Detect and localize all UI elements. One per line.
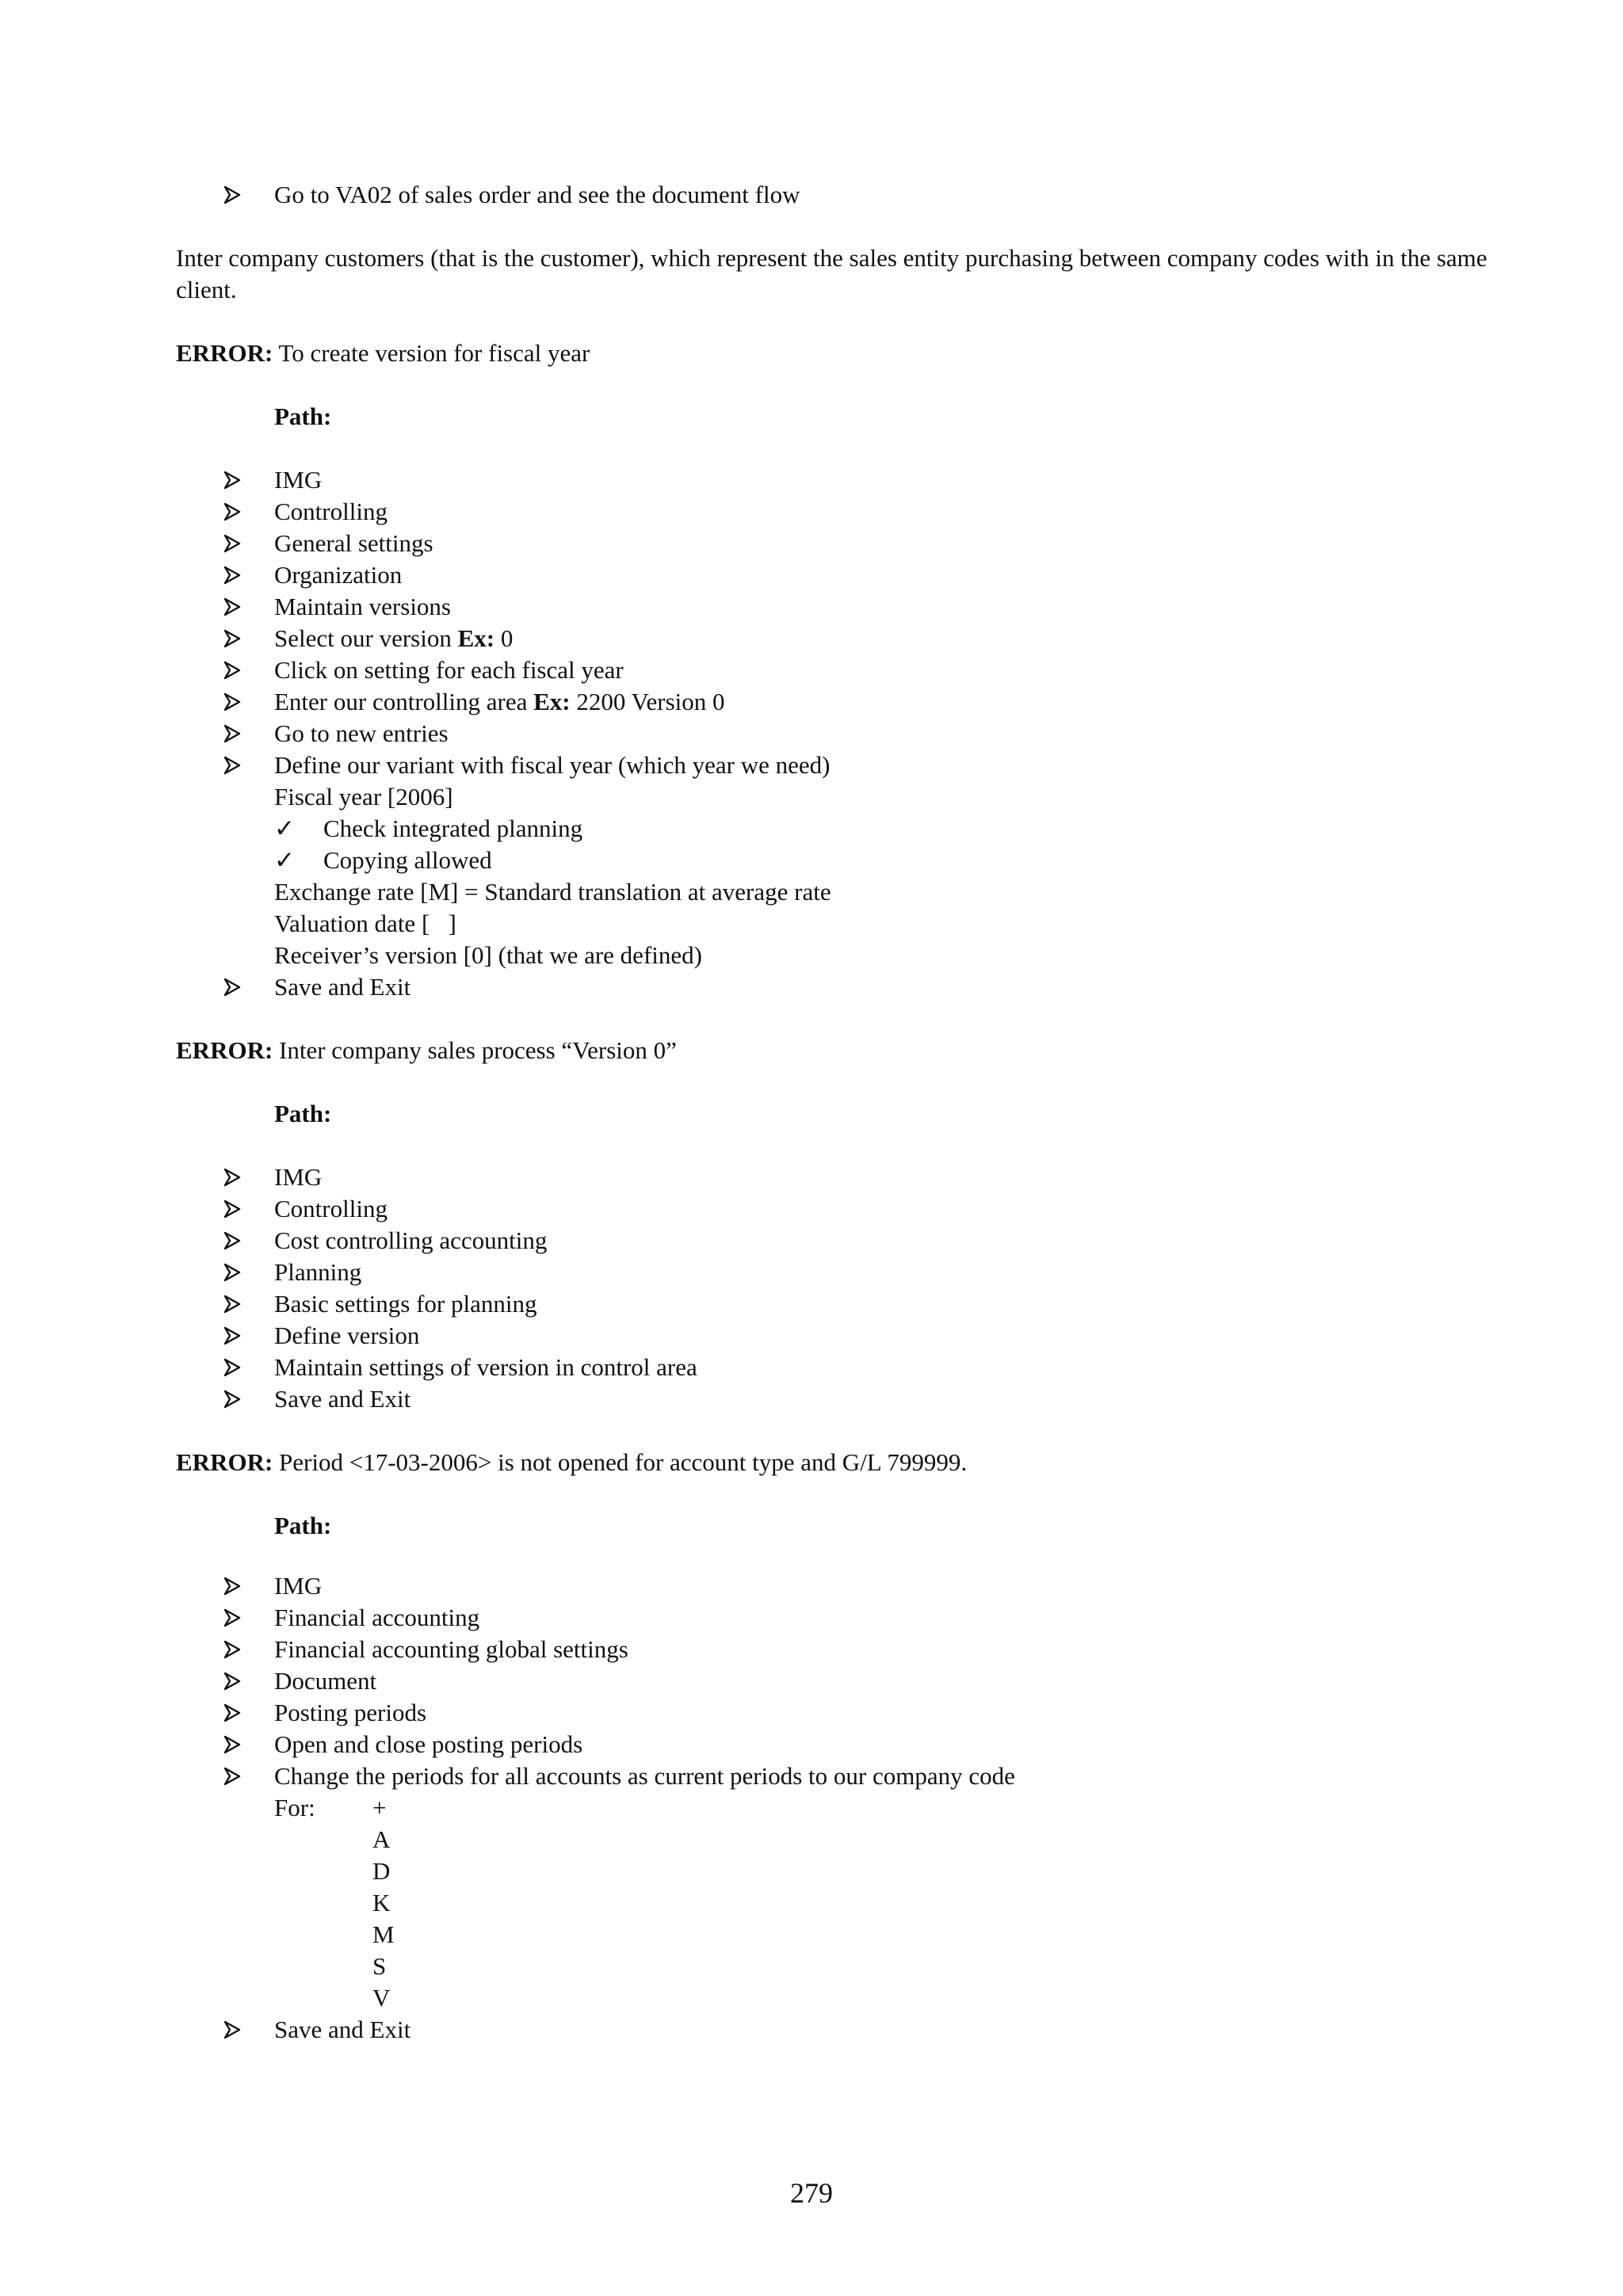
arrow-bullet-icon [223, 179, 247, 211]
arrow-bullet-icon [223, 1257, 247, 1288]
arrow-bullet-icon [223, 1634, 247, 1665]
path-item: Document [274, 1667, 377, 1695]
path-item: Cost controlling accounting [274, 1226, 548, 1254]
arrow-bullet-icon [223, 654, 247, 686]
path-item: Financial accounting global settings [274, 1635, 628, 1663]
arrow-bullet-icon [223, 623, 247, 654]
enter-value: 2200 Version 0 [570, 688, 725, 715]
intro-paragraph: Inter company customers (that is the customer), which represent the sales entity purchasing between company codes with in the same client. [176, 244, 1487, 303]
enter-prefix: Enter our controlling area [274, 688, 534, 715]
checkmark-icon: ✓ [274, 814, 295, 842]
fiscal-year-text: Fiscal year [2006] [274, 783, 453, 810]
error-text: Inter company sales process “Version 0” [273, 1036, 677, 1064]
for-value: M [372, 1920, 395, 1948]
arrow-bullet-icon [223, 528, 247, 559]
arrow-bullet-icon [223, 1225, 247, 1257]
error-text: Period <17-03-2006> is not opened for account type and G/L 799999. [273, 1448, 968, 1476]
arrow-bullet-icon [223, 1665, 247, 1697]
path-item: Change the periods for all accounts as current periods to our company code [274, 1762, 1015, 1790]
checkmark-icon: ✓ [274, 846, 295, 874]
path-item: Organization [274, 561, 403, 589]
arrow-bullet-icon [223, 686, 247, 718]
arrow-bullet-icon [223, 1193, 247, 1225]
path-item: IMG [274, 1572, 323, 1600]
path-item: Controlling [274, 498, 388, 525]
error-label: ERROR: [176, 339, 273, 367]
path-item: Define our variant with fiscal year (which year we need) [274, 751, 831, 779]
path-item: Financial accounting [274, 1604, 480, 1631]
path-item: Maintain versions [274, 593, 451, 620]
arrow-bullet-icon [223, 1320, 247, 1352]
arrow-bullet-icon [223, 496, 247, 528]
for-value: D [372, 1857, 391, 1885]
arrow-bullet-icon [223, 718, 247, 749]
arrow-bullet-icon [223, 2014, 247, 2046]
arrow-bullet-icon [223, 1288, 247, 1320]
path-item: General settings [274, 529, 433, 557]
arrow-bullet-icon [223, 464, 247, 496]
section3-error-line [176, 1447, 1504, 1478]
path-item-controlling-area [274, 686, 725, 718]
arrow-bullet-icon [223, 1729, 247, 1760]
section1-path-label: Path: [274, 402, 332, 430]
arrow-bullet-icon [223, 1570, 247, 1602]
path-item-select-version [274, 623, 513, 654]
for-value: V [372, 1984, 391, 2012]
path-item: Basic settings for planning [274, 1290, 537, 1318]
ex-label: Ex: [533, 688, 571, 715]
section2-error-line [176, 1035, 1504, 1066]
valuation-date-text: Valuation date [ ] [274, 910, 456, 937]
error-label: ERROR: [176, 1448, 273, 1476]
path-item: Controlling [274, 1195, 388, 1222]
for-value: S [372, 1952, 387, 1980]
check-line [274, 813, 582, 845]
path-item: Define version [274, 1322, 420, 1349]
path-item: Go to new entries [274, 719, 449, 747]
path-item: IMG [274, 466, 323, 494]
arrow-bullet-icon [223, 559, 247, 591]
receiver-version-text: Receiver’s version [0] (that we are defined) [274, 941, 702, 969]
section1-error-line [176, 338, 1504, 369]
path-item: Posting periods [274, 1699, 427, 1726]
path-item: Click on setting for each fiscal year [274, 656, 624, 684]
path-item: IMG [274, 1163, 323, 1191]
for-label: For: [274, 1794, 315, 1821]
check-text: Copying allowed [323, 846, 492, 874]
check-line [274, 845, 492, 876]
path-item: Open and close posting periods [274, 1730, 583, 1758]
arrow-bullet-icon [223, 749, 247, 781]
arrow-bullet-icon [223, 1697, 247, 1729]
exchange-rate-text: Exchange rate [M] = Standard translation at average rate [274, 878, 831, 906]
path-item: Planning [274, 1258, 362, 1286]
error-label: ERROR: [176, 1036, 273, 1064]
path-item: Save and Exit [274, 973, 411, 1001]
section3-path-label: Path: [274, 1512, 332, 1539]
section2-path-label: Path: [274, 1100, 332, 1127]
arrow-bullet-icon [223, 1760, 247, 1792]
for-value: + [372, 1794, 387, 1821]
for-value: K [372, 1889, 391, 1917]
arrow-bullet-icon [223, 1602, 247, 1634]
arrow-bullet-icon [223, 1383, 247, 1415]
select-value: 0 [495, 624, 514, 652]
path-item: Maintain settings of version in control area [274, 1353, 697, 1381]
intro-bullet-text: Go to VA02 of sales order and see the document flow [274, 181, 800, 208]
arrow-bullet-icon [223, 1161, 247, 1193]
arrow-bullet-icon [223, 591, 247, 623]
for-value: A [372, 1825, 391, 1853]
path-item: Save and Exit [274, 2016, 411, 2043]
ex-label: Ex: [457, 624, 495, 652]
error-text: To create version for fiscal year [273, 339, 590, 367]
arrow-bullet-icon [223, 1352, 247, 1383]
check-text: Check integrated planning [323, 814, 583, 842]
page-number: 279 [790, 2177, 833, 2209]
arrow-bullet-icon [223, 971, 247, 1003]
select-prefix: Select our version [274, 624, 458, 652]
path-item: Save and Exit [274, 1385, 411, 1413]
